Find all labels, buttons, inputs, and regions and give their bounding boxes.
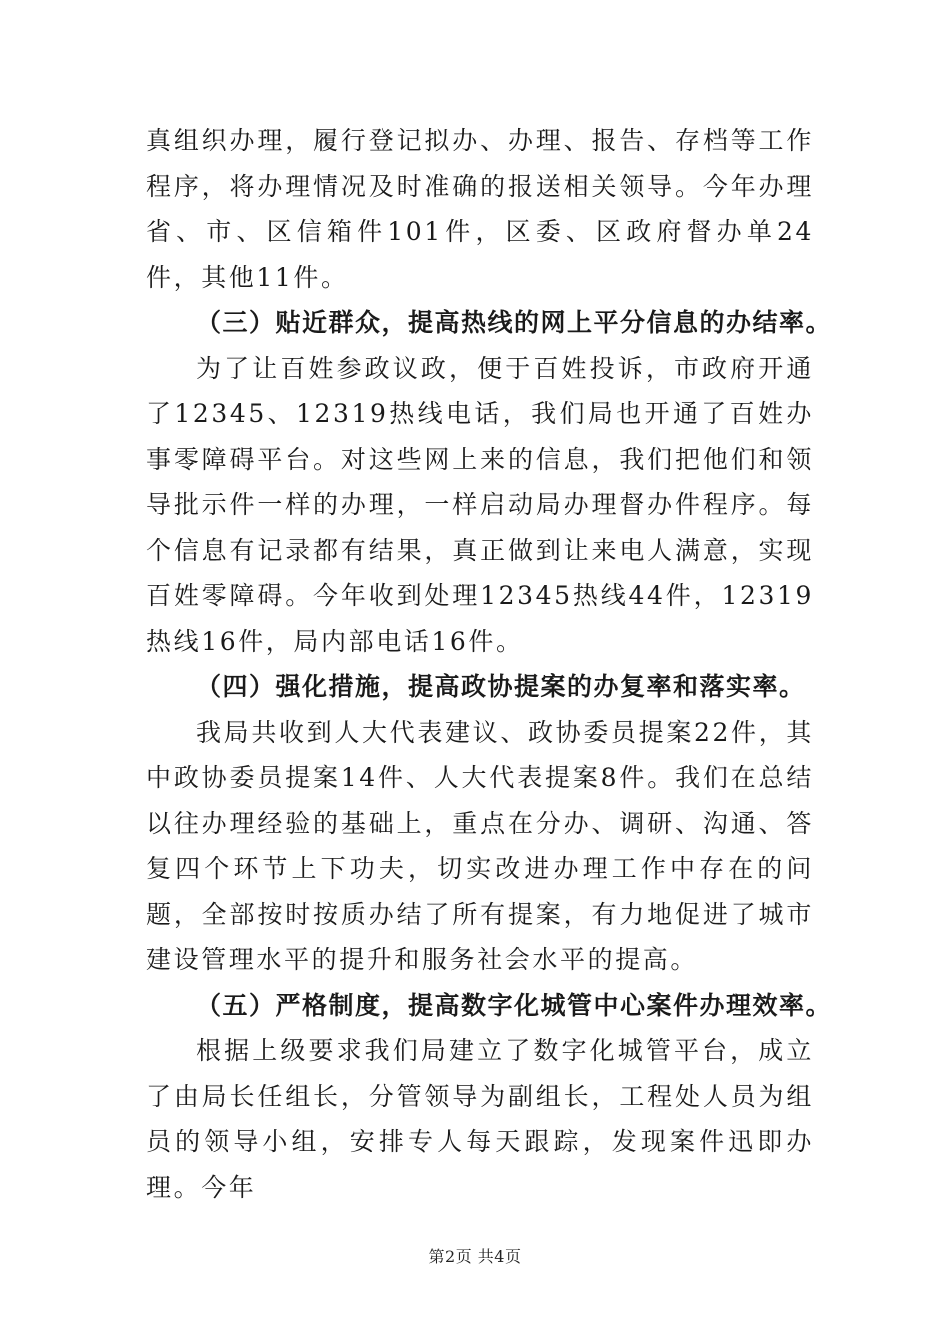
section-heading-4: （四）强化措施，提高政协提案的办复率和落实率。: [196, 672, 806, 701]
paragraph-hotline: 为了让百姓参政议政，便于百姓投诉，市政府开通了12345、12319热线电话，我们局也开通了百姓办事零障碍平台。对这些网上来的信息，我们把他们和领导批示件一样的办理，一样启动局办理督办件程序。每个信息有记录都有结果，真正做到让来电人满意，实现百姓零障碍。今年收到处理12345热线44件，12319热线16件，局内部电话16件。: [146, 353, 814, 656]
section-heading-3: （三）贴近群众，提高热线的网上平分信息的办结率。: [196, 308, 833, 337]
document-body: [146, 118, 833, 1210]
paragraph-digital-management: 根据上级要求我们局建立了数字化城管平台，成立了由局长任组长，分管领导为副组长，工程处人员为组员的领导小组，安排专人每天跟踪，发现案件迅即办理。今年: [146, 1036, 814, 1202]
paragraph-continued: 真组织办理，履行登记拟办、办理、报告、存档等工作程序，将办理情况及时准确的报送相关领导。今年办理省、市、区信箱件101件，区委、区政府督办单24件，其他11件。: [146, 126, 814, 292]
section-heading-5: （五）严格制度，提高数字化城管中心案件办理效率。: [196, 990, 833, 1020]
page-number-footer: 第2页 共4页: [428, 1247, 522, 1266]
paragraph-proposals: 我局共收到人大代表建议、政协委员提案22件，其中政协委员提案14件、人大代表提案8件。我们在总结以往办理经验的基础上，重点在分办、调研、沟通、答复四个环节上下功夫，切实改进办理工作中存在的问题，全部按时按质办结了所有提案，有力地促进了城市建设管理水平的提升和服务社会水平的提高。: [146, 717, 814, 974]
